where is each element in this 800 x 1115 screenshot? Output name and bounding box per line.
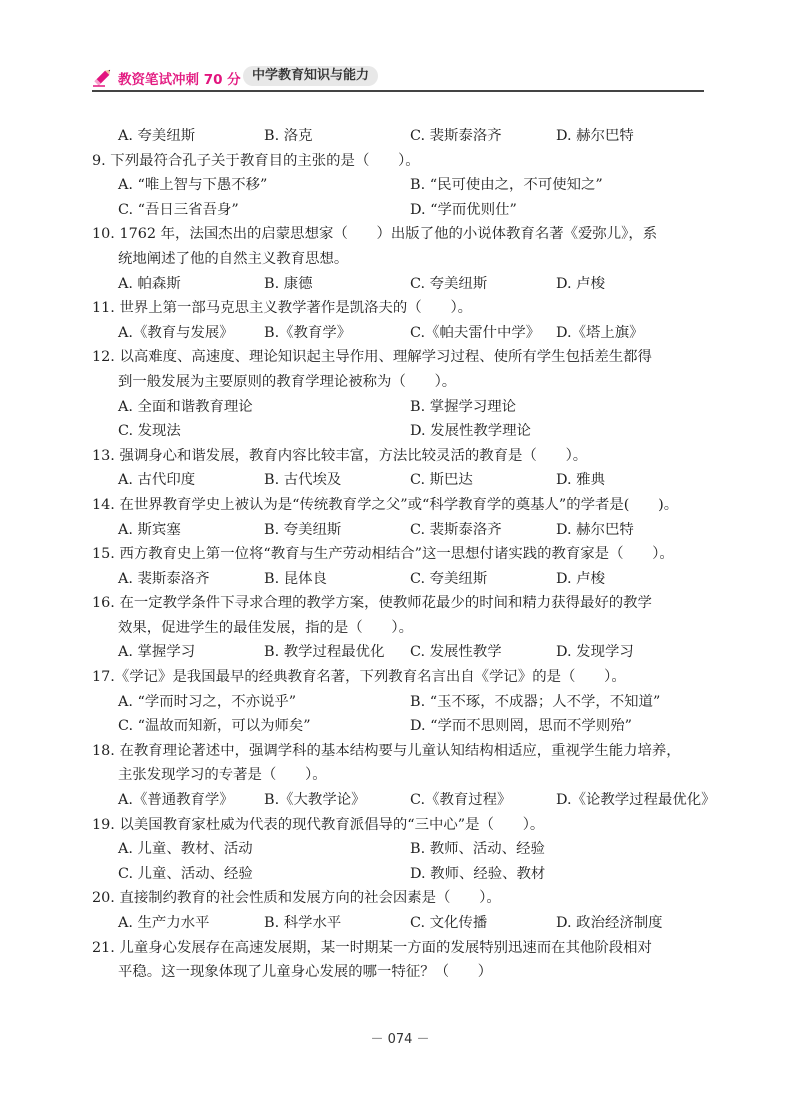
question-stem: 12. 以高难度、高速度、理论知识起主导作用、理解学习过程、使所有学生包括差生都得: [92, 349, 652, 366]
options-row: [92, 321, 712, 346]
running-header: [92, 60, 704, 94]
option-a: A.《普通教育学》: [118, 792, 234, 809]
option-d: D. “学而优则仕”: [410, 201, 517, 218]
option-b: B.《大教学论》: [264, 792, 366, 809]
question-stem: 13. 强调身心和谐发展，教育内容比较丰富，方法比较灵活的教育是（ ）。: [92, 447, 588, 464]
question-stem-continued: 到一般发展为主要原则的教育学理论被称为（ ）。: [118, 373, 457, 390]
option-a: A. 生产力水平: [118, 915, 210, 931]
option-a: A. 夸美纽斯: [118, 128, 196, 144]
pencil-icon: [92, 66, 114, 88]
option-a: A. “唯上智与下愚不移”: [118, 177, 268, 194]
option-d: D. 发展性教学理论: [410, 423, 531, 440]
option-a: A. 裴斯泰洛齐: [118, 570, 210, 587]
option-d: D. 政治经济制度: [556, 915, 663, 931]
option-b: B. 掌握学习理论: [410, 398, 517, 415]
options-row: [92, 468, 712, 493]
option-c: C. “温故而知新，可以为师矣”: [118, 718, 311, 735]
options-row: [92, 788, 716, 813]
question-stem: 21. 儿童身心发展存在高速发展期，某一时期某一方面的发展特别迅速而在其他阶段相对: [92, 939, 652, 956]
question-stem: 17.《学记》是我国最早的经典教育名著，下列教育名言出自《学记》的是（ ）。: [92, 669, 626, 686]
option-a: A.《教育与发展》: [118, 324, 234, 341]
option-d: D. 教师、经验、教材: [410, 865, 546, 882]
options-row: [92, 640, 712, 665]
options-row: [92, 714, 712, 739]
option-c: C. 发现法: [118, 423, 181, 440]
option-d: D. 雅典: [556, 472, 605, 489]
question-stem-continued: 统地阐述了他的自然主义教育思想。: [118, 250, 349, 267]
options-q8: [92, 124, 712, 149]
question-stem: 11. 世界上第一部马克思主义教学著作是凯洛夫的（ ）。: [92, 300, 473, 317]
page-number: － 074 －: [370, 1032, 430, 1047]
option-c: C. 夸美纽斯: [410, 275, 488, 292]
option-c: C. 夸美纽斯: [410, 570, 488, 587]
option-a: A. 古代印度: [118, 472, 196, 489]
option-b: B. 科学水平: [264, 915, 342, 931]
question-list: [92, 124, 716, 985]
question-stem-continued: 主张发现学习的专著是（ ）。: [118, 767, 327, 784]
option-b: B. “民可使由之，不可使知之”: [410, 177, 603, 194]
option-b: B. 教师、活动、经验: [410, 841, 545, 858]
question-stem: 10. 1762 年，法国杰出的启蒙思想家（ ）出版了他的小说体教育名著《爱弥儿》，系: [92, 226, 658, 243]
question-stem: 16. 在一定教学条件下寻求合理的教学方案，使教师花最少的时间和精力获得最好的教学: [92, 595, 652, 612]
question-stem: 20. 直接制约教育的社会性质和发展方向的社会因素是（ ）。: [92, 890, 501, 907]
option-b: B. 昆体良: [264, 570, 327, 587]
option-a: A. 儿童、教材、活动: [118, 841, 253, 858]
options-row: [92, 518, 712, 543]
options-row: [92, 272, 712, 297]
options-row: [92, 395, 712, 420]
options-row: [92, 198, 712, 223]
option-c: C. “吾日三省吾身”: [118, 201, 239, 218]
option-d: D. 卢梭: [556, 275, 605, 292]
question-stem: 15. 西方教育史上第一位将“教育与生产劳动相结合”这一思想付诸实践的教育家是（ ）。: [92, 546, 674, 563]
option-c: C. 裴斯泰洛齐: [410, 521, 502, 538]
subject-title: 中学教育知识与能力: [243, 66, 378, 86]
option-b: B. 古代埃及: [264, 472, 342, 489]
options-row: [92, 567, 712, 592]
question-stem: 9. 下列最符合孔子关于教育目的主张的是（ ）。: [92, 152, 420, 169]
option-d: D. 赫尔巴特: [556, 521, 634, 538]
options-row: [92, 837, 712, 862]
options-row: [92, 419, 712, 444]
option-c: C. 裴斯泰洛齐: [410, 128, 502, 144]
header-divider: [92, 90, 704, 92]
option-b: B. 康德: [264, 275, 313, 292]
options-row: [92, 173, 712, 198]
question-stem-continued: 效果，促进学生的最佳发展，指的是（ ）。: [118, 619, 414, 636]
option-b: B. 夸美纽斯: [264, 521, 342, 538]
question-stem: 14. 在世界教育学史上被认为是“传统教育学之父”或“科学教育学的奠基人”的学者是( )。: [92, 496, 679, 513]
question-stem-continued: 平稳。这一现象体现了儿童身心发展的哪一特征？（ ）: [118, 964, 493, 981]
option-c: C. 斯巴达: [410, 472, 473, 489]
option-b: B. “玉不琢，不成器；人不学，不知道”: [410, 693, 661, 710]
option-c: C. 发展性教学: [410, 644, 502, 661]
question-stem: 18. 在教育理论著述中，强调学科的基本结构要与儿童认知结构相适应，重视学生能力培养，: [92, 742, 681, 759]
option-d: D. 赫尔巴特: [556, 128, 634, 144]
options-row: [92, 911, 712, 936]
option-c: C. 文化传播: [410, 915, 488, 931]
option-d: D.《塔上旗》: [556, 324, 644, 341]
option-a: A. 帕森斯: [118, 275, 181, 292]
series-title: 教资笔试冲刺 70 分: [118, 72, 241, 88]
option-b: B. 教学过程最优化: [264, 644, 385, 661]
option-d: D. 卢梭: [556, 570, 605, 587]
option-a: A. 斯宾塞: [118, 521, 181, 538]
options-row: [92, 862, 712, 887]
option-a: A. 全面和谐教育理论: [118, 398, 253, 415]
option-d: D.《论教学过程最优化》: [556, 792, 716, 809]
option-c: C. 儿童、活动、经验: [118, 865, 253, 882]
option-c: C.《教育过程》: [410, 792, 512, 809]
option-c: C.《帕夫雷什中学》: [410, 324, 541, 341]
options-row: [92, 690, 712, 715]
option-a: A. 掌握学习: [118, 644, 196, 661]
option-a: A. “学而时习之，不亦说乎”: [118, 693, 297, 710]
option-d: D. “学而不思则罔，思而不学则殆”: [410, 718, 632, 735]
option-d: D. 发现学习: [556, 644, 634, 661]
option-b: B.《教育学》: [264, 324, 352, 341]
question-stem: 19. 以美国教育家杜威为代表的现代教育派倡导的“三中心”是（ ）。: [92, 816, 545, 833]
option-b: B. 洛克: [264, 128, 313, 144]
